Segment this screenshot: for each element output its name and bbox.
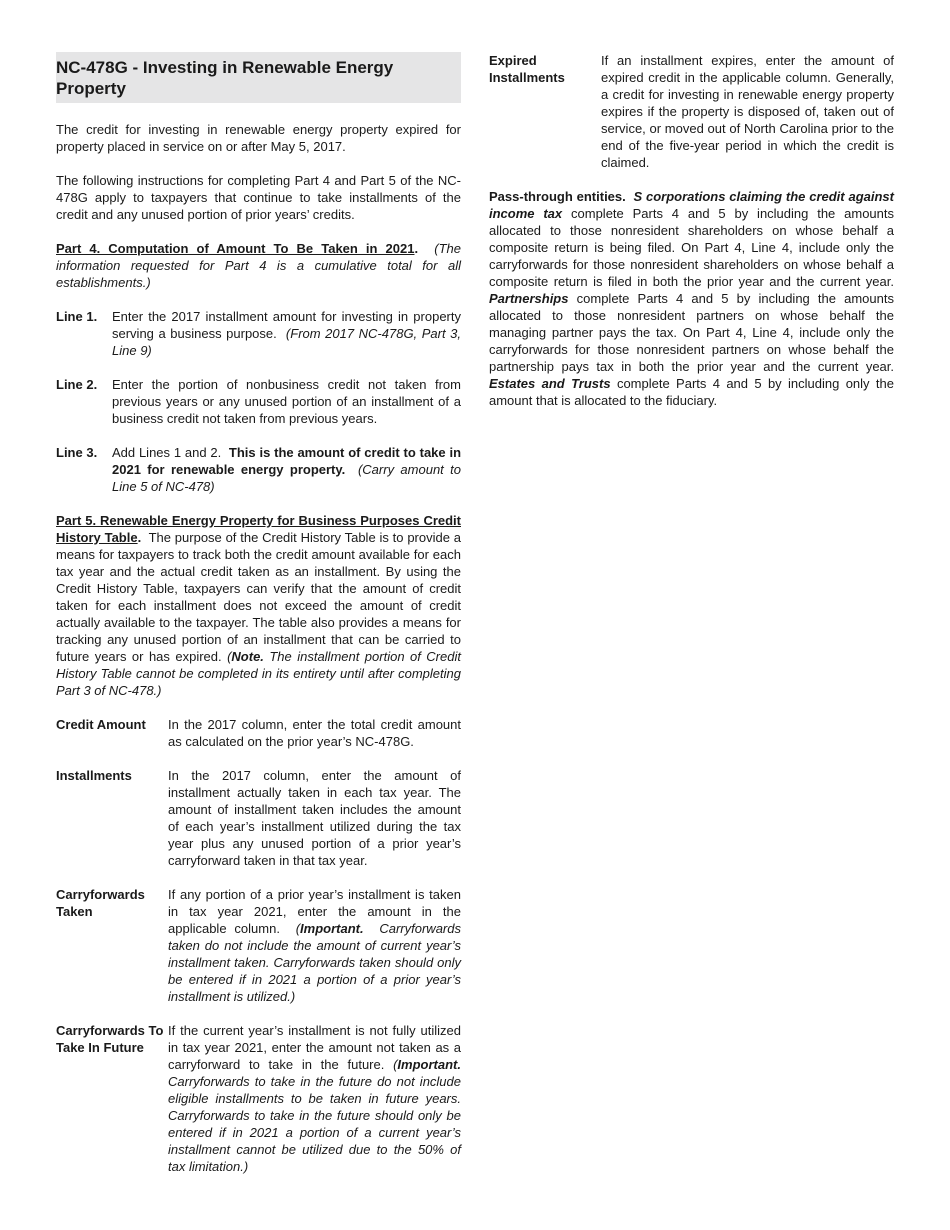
definition-credit-amount-text: In the 2017 column, enter the total credit amount as calculated on the prior year’s NC-478G. — [168, 717, 461, 749]
part5-note: The installment portion of Credit History Table cannot be completed in its entirety until after completing Part 3 of NC-478.) — [56, 649, 461, 698]
definition-carryforwards-future — [56, 1022, 461, 1175]
pass-through-paragraph — [489, 188, 894, 409]
line-1-text-block — [112, 308, 461, 359]
partnerships-label: Partnerships — [489, 291, 569, 306]
pass-through-heading: Pass-through entities. — [489, 189, 626, 204]
s-corp-text: complete Parts 4 and 5 by including the amounts allocated to those nonresident shareholders on whose behalf a composite return is being filed. On Part 4, Line 4, include only the carryforwards for those nonresident shareholders on whose behalf a composite return is filed in both the prior year and the current year. — [489, 206, 894, 289]
part4-intro — [56, 240, 461, 291]
definition-carryforwards-taken-text: If any portion of a prior year’s installment is taken in tax year 2021, enter the amount in the applicable column. — [168, 887, 461, 936]
line-3-label: Line 3. — [56, 445, 98, 460]
term-installments: Installments — [56, 768, 132, 783]
part5-heading-period: . — [137, 530, 142, 545]
intro-paragraph-1: The credit for investing in renewable energy property expired for property placed in service on or after May 5, 2017. — [56, 122, 461, 154]
intro-paragraph-2: The following instructions for completing Part 4 and Part 5 of the NC-478G apply to taxpayers that continue to take installments of the credit and any unused portion of prior years’ credits. — [56, 173, 461, 222]
part5-intro — [56, 512, 461, 699]
term-expired-installments: Expired Installments — [489, 53, 565, 85]
definition-carryforwards-future-text-block: If the current year’s installment is not fully utilized in tax year 2021, enter the amount not taken as a carryforward to take in the future. (Important. Carryforwards to take in the future do not include eligible installments to be taken in future years. Carryforwards to take in the future should only be entered if in 2021 a portion of a current year’s installment cannot be utilized due to the 50% of tax limitation.) — [168, 1023, 461, 1174]
left-column — [56, 52, 461, 1192]
important-text: Carryforwards to take in the future do not include eligible installments to be taken in future years. Carryforwards to take in the future should only be entered if in 2021 a portion of a current year’s installment cannot be utilized due to the 50% of tax limitation.) — [168, 1074, 461, 1174]
page-title: NC-478G - Investing in Renewable Energy Property — [56, 58, 394, 98]
estates-label: Estates and Trusts — [489, 376, 611, 391]
important-label: Important. — [397, 1057, 461, 1072]
line-3-text-block — [112, 444, 461, 495]
title-banner — [56, 52, 461, 103]
line-3-carry-note: (Carry amount to Line 5 of NC-478) — [112, 462, 461, 494]
definition-carryforwards-future-text: If the current year’s installment is not fully utilized in tax year 2021, enter the amount not taken as a carryforward to take in the future. — [168, 1023, 461, 1072]
important-label: Important. — [300, 921, 364, 936]
line-2-text: Enter the portion of nonbusiness credit not taken from previous years or any unused portion of an installment of a business credit not taken from previous years. — [112, 377, 461, 426]
definition-carryforwards-taken — [56, 886, 461, 1005]
important-text: Carryforwards taken do not include the amount of current year’s installment taken. Carryforwards taken should only be entered if in 2021 a portion of a prior year’s installment is utilized.) — [168, 921, 461, 1004]
term-credit-amount: Credit Amount — [56, 717, 146, 732]
line-1-source: (From 2017 NC-478G, Part 3, Line 9) — [112, 326, 461, 358]
part5-note-open: ( — [227, 649, 232, 664]
part5-heading: Part 5. Renewable Energy Property for Business Purposes Credit History Table — [56, 513, 461, 545]
definition-installments-text: In the 2017 column, enter the amount of installment actually taken in each tax year. The amount of installment taken includes the amount of each year’s installment utilized during the tax year plus any unused portion of a prior year’s carryforward taken in that tax year. — [168, 768, 461, 868]
line-3-text: Add Lines 1 and 2. — [112, 445, 222, 460]
line-2-instruction — [56, 376, 461, 427]
line-2-label: Line 2. — [56, 377, 98, 392]
s-corp-label: S corporations claiming the credit against income tax — [489, 189, 894, 221]
partnerships-text: complete Parts 4 and 5 by including the amounts allocated to those nonresident partners on whose behalf the managing partner pays the tax. On Part 4, Line 4, include only the carryforwards for those nonresident partners on whose behalf the partnership pays tax in both the prior year and the current year. — [489, 291, 894, 374]
term-carryforwards-taken: Carryforwards Taken — [56, 887, 145, 919]
line-1-text: Enter the 2017 installment amount for investing in property serving a business purpose. — [112, 309, 461, 341]
estates-text: complete Parts 4 and 5 by including only the amount that is allocated to the fiduciary. — [489, 376, 894, 408]
line-3-instruction — [56, 444, 461, 495]
part4-heading-period: . — [414, 241, 419, 256]
definition-installments — [56, 767, 461, 869]
definition-expired-installments — [489, 52, 894, 171]
right-column — [489, 52, 894, 426]
line-1-label: Line 1. — [56, 309, 98, 324]
part4-note: (The information requested for Part 4 is a cumulative total for all establishments.) — [56, 241, 461, 290]
part4-heading: Part 4. Computation of Amount To Be Taken in 2021 — [56, 241, 415, 256]
definition-carryforwards-taken-text-block: If any portion of a prior year’s installment is taken in tax year 2021, enter the amount in the applicable column. (Important. Carryforwards taken do not include the amount of current year’s installment taken. Carryforwards taken should only be entered if in 2021 a portion of a prior year’s installment is utilized.) — [168, 887, 461, 1004]
definition-credit-amount — [56, 716, 461, 750]
part5-note-label: Note. — [231, 649, 264, 664]
line-3-bold: This is the amount of credit to take in 2021 for renewable energy property. — [112, 445, 462, 477]
term-carryforwards-future: Carryforwards To Take In Future — [56, 1023, 164, 1055]
definition-expired-installments-text: If an installment expires, enter the amount of expired credit in the applicable column. Generally, a credit for investing in renewable energy property expires if the property is disposed of, taken out of service, or moved out of North Carolina prior to the end of the five-year period in which the credit is claimed. — [601, 53, 894, 170]
part5-body: The purpose of the Credit History Table is to provide a means for taxpayers to track both the credit amount available for each tax year and the actual credit taken as an installment. By using the Credit History Table, taxpayers can verify that the amount of credit taken for each installment does not exceed the amount of credit actually available to the taxpayer. The table also provides a means for tracking any unused portion of an installment that can be carried to future years or has expired. — [56, 530, 461, 664]
line-1-instruction — [56, 308, 461, 359]
